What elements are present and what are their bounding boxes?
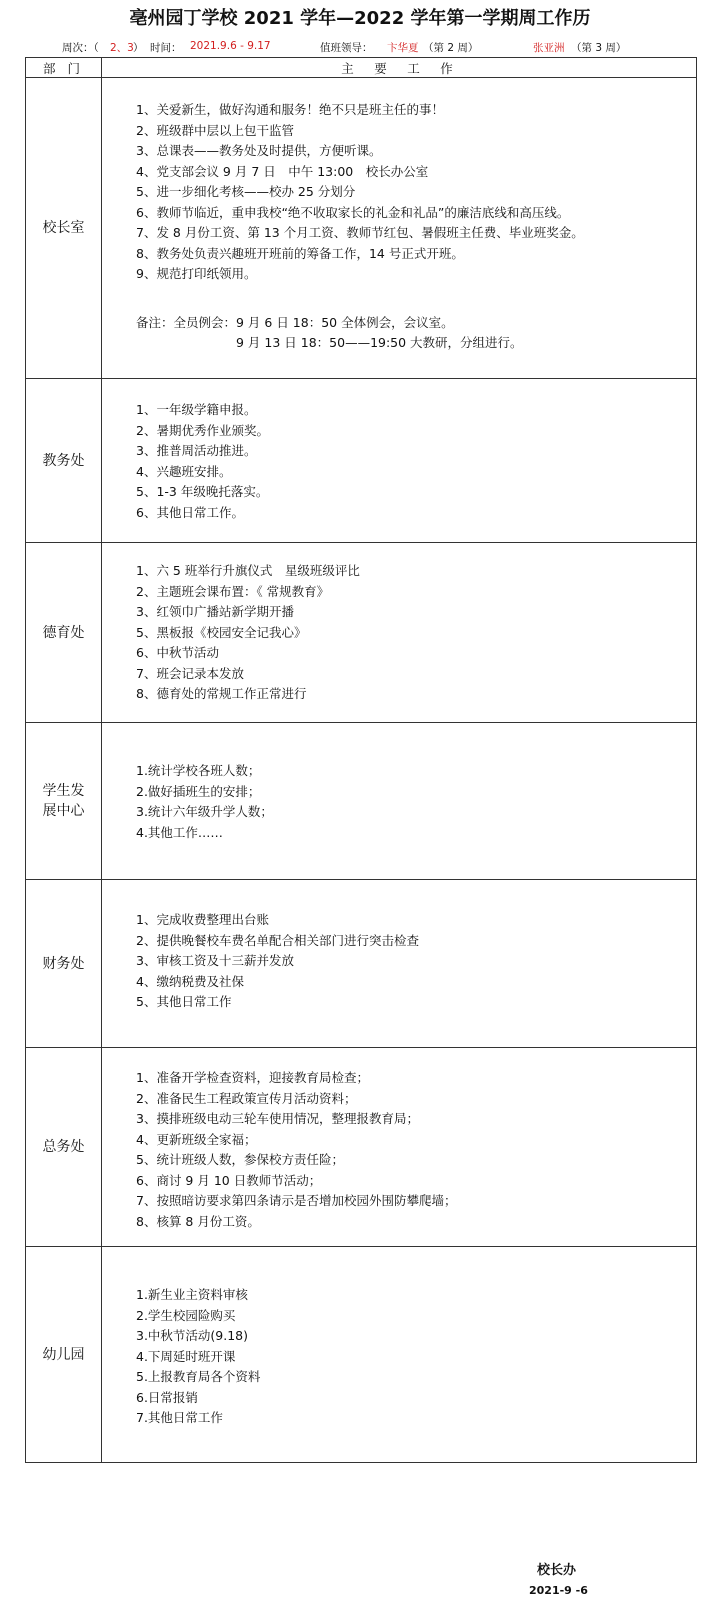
list-item: 5.上报教育局各个资料 xyxy=(136,1369,261,1384)
list-item: 6.日常报销 xyxy=(136,1389,198,1405)
header-department: 部 门 xyxy=(26,58,102,78)
page-title: 亳州园丁学校 2021 学年—2022 学年第一学期周工作历 xyxy=(129,8,591,29)
dept-principal-office: 校长室 xyxy=(26,78,102,379)
list-item: 5、统计班级人数，参保校方责任险； xyxy=(136,1152,344,1167)
dept-kindergarten: 幼儿园 xyxy=(26,1247,102,1463)
week-label: 周次：（ xyxy=(62,42,99,54)
work-calendar-table xyxy=(25,57,697,1463)
list-item: 1、准备开学检查资料，迎接教育局检查； xyxy=(136,1070,369,1085)
list-item: 7、班会记录本发放 xyxy=(136,665,244,681)
note-line: 备注：全员例会：9 月 6 日 18：50 全体例会，会议室。 xyxy=(136,314,454,330)
work-items xyxy=(102,880,697,1048)
section-row xyxy=(26,78,697,379)
list-item: 4、更新班级全家福； xyxy=(136,1131,257,1147)
section-row xyxy=(26,880,697,1048)
footer-date: 2021-9 -6 xyxy=(529,1584,588,1597)
list-item: 1.新生业主资料审核 xyxy=(136,1287,248,1302)
list-item: 2、主题班会课布置：《 常规教育》 xyxy=(136,583,330,599)
duty-week-1: （第 2 周） xyxy=(423,42,479,54)
section-row xyxy=(26,723,697,880)
list-item: 2、准备民生工程政策宣传月活动资料； xyxy=(136,1090,357,1106)
duty-leader-2: 张亚洲 xyxy=(533,42,565,54)
dept-finance: 财务处 xyxy=(26,880,102,1048)
dept-general-affairs: 总务处 xyxy=(26,1048,102,1247)
list-item: 6、中秋节活动 xyxy=(136,645,219,660)
week-close: ） xyxy=(133,42,144,54)
list-item: 2、暑期优秀作业颁奖。 xyxy=(136,422,269,438)
list-item: 5、1-3 年级晚托落实。 xyxy=(136,484,269,499)
list-item: 4.其他工作…… xyxy=(136,824,223,840)
list-item: 9、规范打印纸领用。 xyxy=(136,266,257,281)
list-item: 8、核算 8 月份工资。 xyxy=(136,1213,260,1229)
schedule-meta xyxy=(0,40,720,56)
dept-academic-affairs: 教务处 xyxy=(26,379,102,543)
table-header-row xyxy=(26,58,697,78)
list-item: 6、商讨 9 月 10 日教师节活动； xyxy=(136,1172,322,1188)
work-items xyxy=(102,1247,697,1463)
principal-note xyxy=(136,313,696,354)
section-row xyxy=(26,379,697,543)
list-item: 8、德育处的常规工作正常进行 xyxy=(136,686,307,701)
list-item: 3、总课表——教务处及时提供，方便听课。 xyxy=(136,143,382,158)
list-item: 6、教师节临近，重申我校“绝不收取家长的礼金和礼品”的廉洁底线和高压线。 xyxy=(136,204,570,220)
list-item: 7、发 8 月份工资、第 13 个月工资、教师节红包、暑假班主任费、毕业班奖金。 xyxy=(136,225,584,240)
section-row xyxy=(26,1247,697,1463)
list-item: 1、关爱新生，做好沟通和服务！绝不只是班主任的事！ xyxy=(136,102,444,117)
work-items xyxy=(102,78,697,379)
list-item: 5、其他日常工作 xyxy=(136,994,232,1009)
section-row xyxy=(26,1048,697,1247)
list-item: 3、红领巾广播站新学期开播 xyxy=(136,604,294,619)
section-row xyxy=(26,543,697,723)
list-item: 3.统计六年级升学人数； xyxy=(136,804,273,819)
list-item: 1、一年级学籍申报。 xyxy=(136,402,257,417)
list-item: 7、按照暗访要求第四条请示是否增加校园外围防攀爬墙； xyxy=(136,1193,457,1208)
duty-label: 值班领导： xyxy=(320,42,373,54)
list-item: 2.学生校园险购买 xyxy=(136,1307,236,1323)
dept-name-line: 学生发 xyxy=(42,783,85,799)
note-line: 9 月 13 日 18：50——19:50 大教研，分组进行。 xyxy=(136,335,523,350)
dept-name-line: 展中心 xyxy=(42,803,85,819)
list-item: 5、进一步细化考核——校办 25 分划分 xyxy=(136,184,356,199)
work-items xyxy=(102,1048,697,1247)
list-item: 2.做好插班生的安排； xyxy=(136,783,261,799)
list-item: 3.中秋节活动(9.18) xyxy=(136,1328,249,1343)
list-item: 3、推普周活动推进。 xyxy=(136,443,257,458)
list-item: 8、教务处负责兴趣班开班前的筹备工作，14 号正式开班。 xyxy=(136,245,464,261)
dept-student-development xyxy=(26,723,102,880)
duty-week-2: （第 3 周） xyxy=(571,42,627,54)
list-item: 4、党支部会议 9 月 7 日 中午 13:00 校长办公室 xyxy=(136,163,429,179)
list-item: 4、缴纳税费及社保 xyxy=(136,973,244,989)
list-item: 2、班级群中层以上包干监管 xyxy=(136,122,294,138)
work-items xyxy=(102,723,697,880)
list-item: 1、完成收费整理出台账 xyxy=(136,912,269,927)
time-value: 2021.9.6 - 9.17 xyxy=(190,40,271,52)
work-items xyxy=(102,379,697,543)
list-item: 4、兴趣班安排。 xyxy=(136,463,232,479)
footer-office: 校长办 xyxy=(537,1563,577,1578)
list-item: 5、黑板报《校园安全记我心》 xyxy=(136,624,307,640)
header-main-work: 主 要 工 作 xyxy=(102,58,697,78)
list-item: 6、其他日常工作。 xyxy=(136,504,244,520)
week-value: 2、3 xyxy=(110,42,134,54)
list-item: 1、六 5 班举行升旗仪式 星级班级评比 xyxy=(136,563,360,578)
time-label: 时间： xyxy=(150,42,182,54)
list-item: 3、审核工资及十三薪并发放 xyxy=(136,953,294,968)
list-item: 4.下周延时班开课 xyxy=(136,1348,236,1364)
duty-leader-1: 卞华夏 xyxy=(387,42,419,54)
work-items xyxy=(102,543,697,723)
list-item: 2、提供晚餐校车费名单配合相关部门进行突击检查 xyxy=(136,932,419,948)
list-item: 3、摸排班级电动三轮车使用情况，整理报教育局； xyxy=(136,1111,419,1126)
list-item: 1.统计学校各班人数； xyxy=(136,763,261,778)
list-item: 7.其他日常工作 xyxy=(136,1410,223,1425)
dept-moral-education: 德育处 xyxy=(26,543,102,723)
